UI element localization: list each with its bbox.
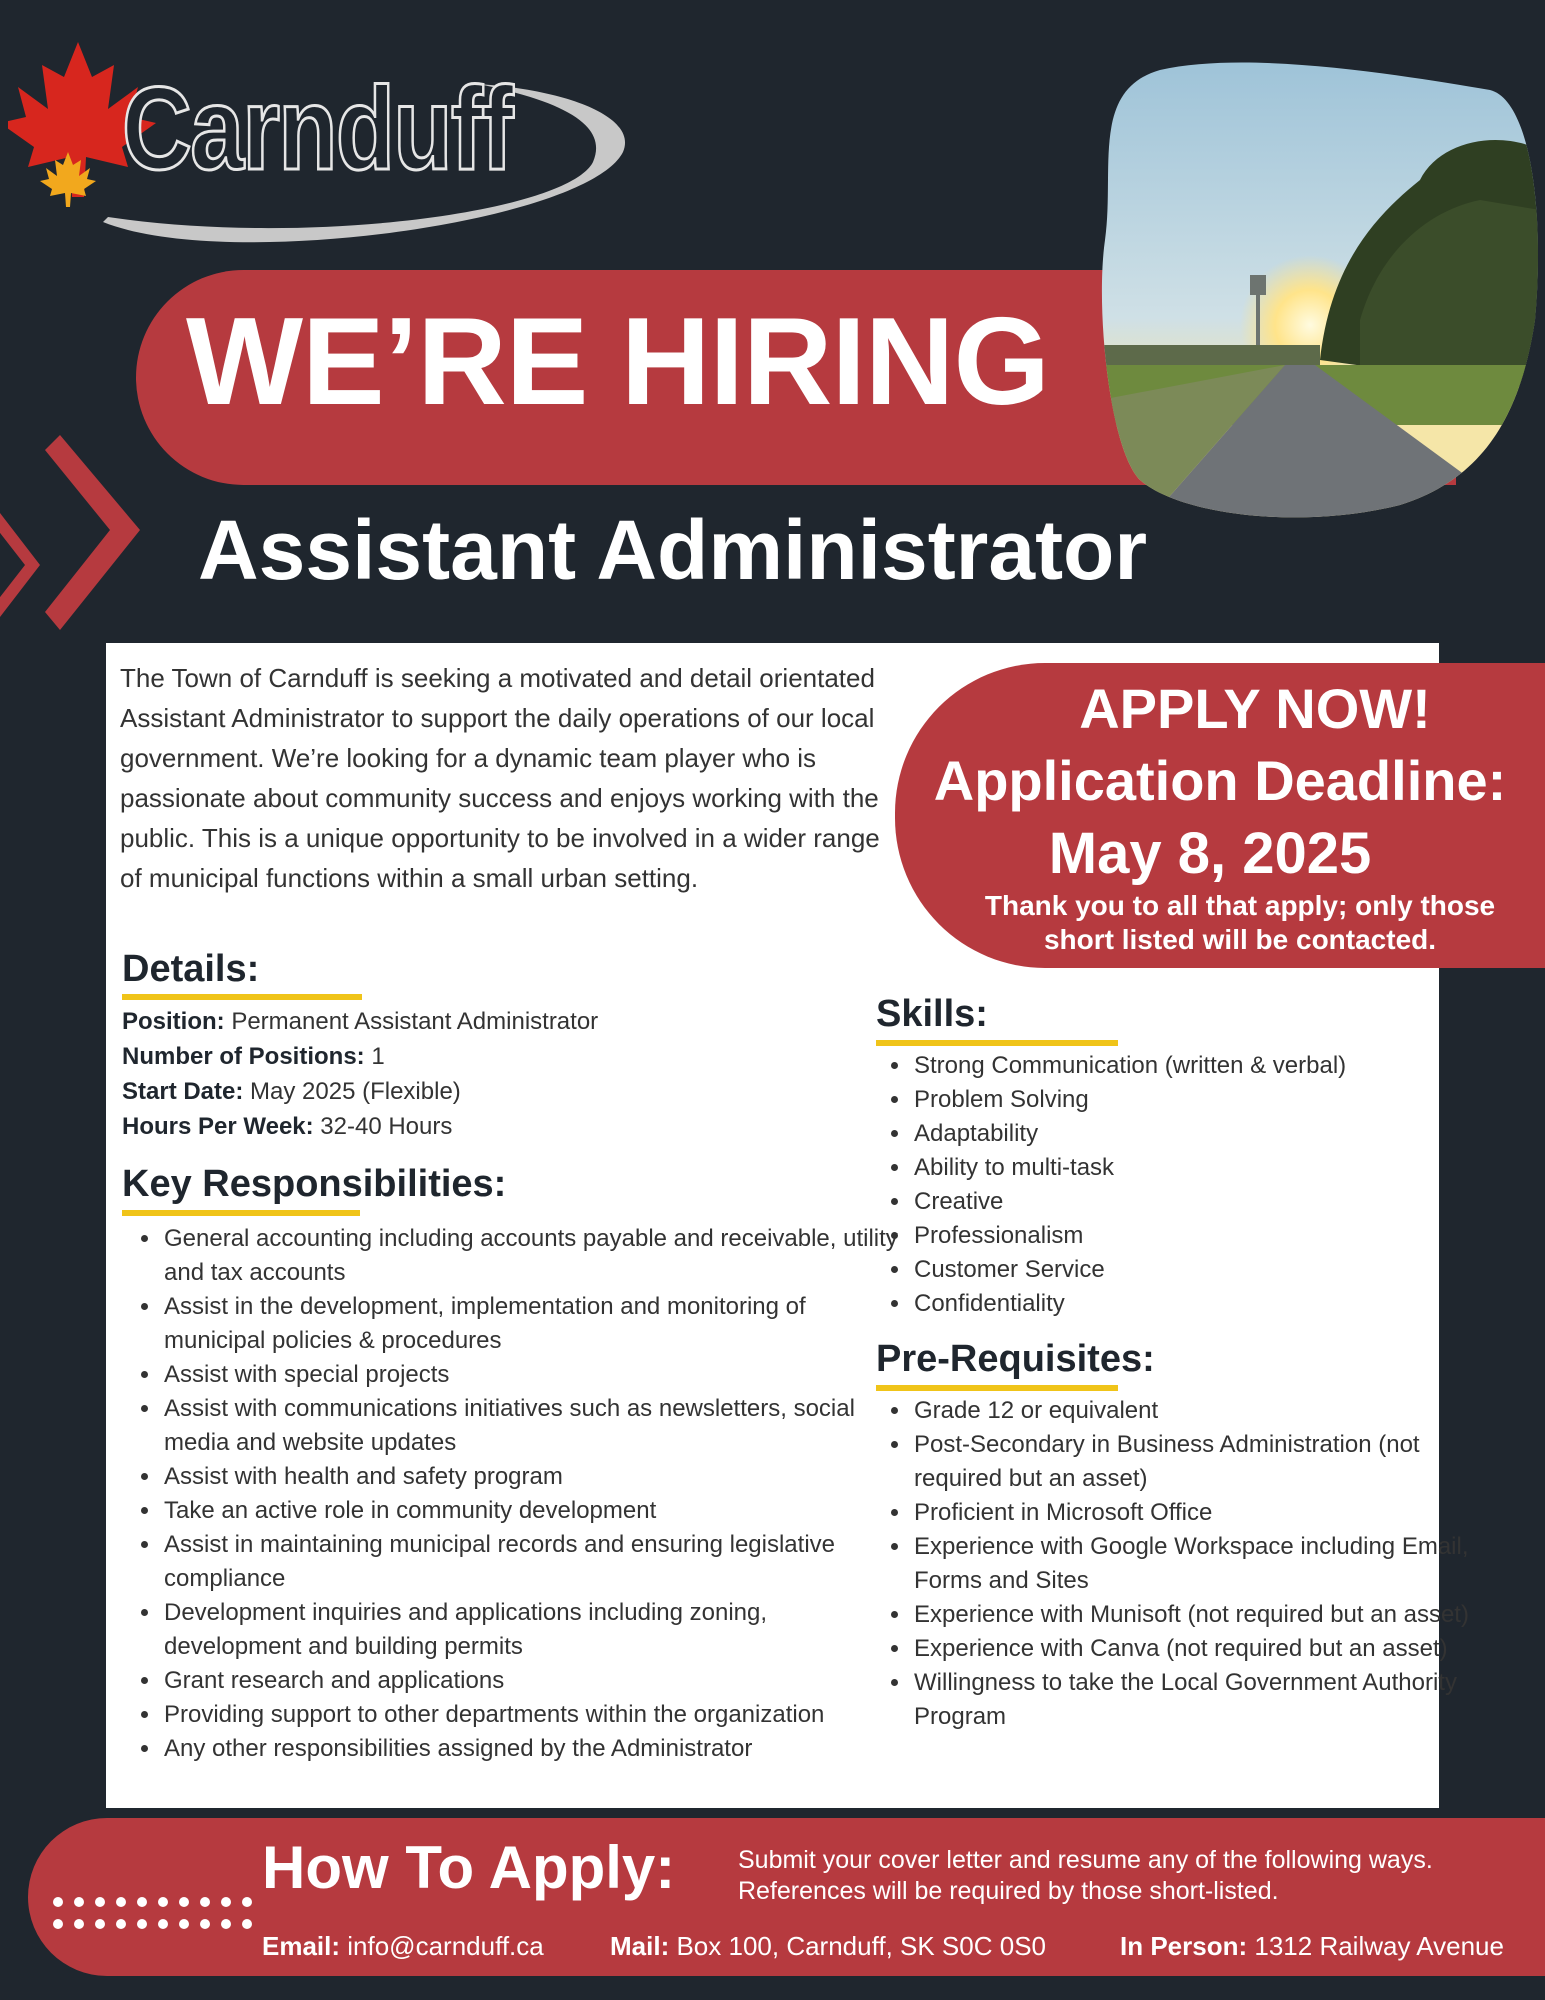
contact-mail [610, 1933, 1046, 1959]
list-item: • Assist in maintaining municipal records and ensuring legislative compliance [162, 1528, 902, 1596]
list-item: • Development inquiries and applications including zoning, development and building permits [162, 1596, 902, 1664]
list-item: • Professionalism [912, 1219, 1472, 1253]
prerequisites-underline [876, 1385, 1118, 1391]
prerequisites-list [872, 1394, 1478, 1734]
how-to-apply-description [738, 1845, 1538, 1907]
apply-now-heading: APPLY NOW! [1079, 677, 1431, 740]
skills-list [872, 1049, 1472, 1321]
mail-label: Mail: [610, 1931, 670, 1961]
start-label: Start Date: [122, 1078, 244, 1105]
list-item: • Strong Communication (written & verbal) [912, 1049, 1472, 1083]
list-item: • Experience with Canva (not required but an asset) [912, 1632, 1478, 1666]
deadline-label: Application Deadline: [933, 749, 1507, 812]
list-item: • Proficient in Microsoft Office [912, 1496, 1478, 1530]
prerequisites-heading: Pre-Requisites: [876, 1338, 1155, 1380]
details-underline [122, 994, 362, 1000]
position-value: Permanent Assistant Administrator [231, 1008, 599, 1035]
how-desc-line-1: Submit your cover letter and resume any of the following ways. [738, 1846, 1433, 1874]
list-item: • Assist with communications initiatives such as newsletters, social media and website updates [162, 1392, 902, 1460]
list-item: • Ability to multi-task [912, 1151, 1472, 1185]
details-heading: Details: [122, 948, 260, 990]
apply-now-box [895, 663, 1545, 968]
list-item: • Assist with special projects [162, 1358, 902, 1392]
list-item: • Creative [912, 1185, 1472, 1219]
hours-value: 32-40 Hours [320, 1113, 453, 1140]
hiring-title: WE’RE HIRING [186, 293, 1049, 431]
list-item: • Take an active role in community development [162, 1494, 902, 1528]
skills-underline [876, 1040, 1118, 1046]
responsibilities-underline [122, 1210, 360, 1216]
list-item: • Post-Secondary in Business Administration (not required but an asset) [912, 1428, 1478, 1496]
list-item: • Experience with Munisoft (not required but an asset) [912, 1598, 1478, 1632]
details-start-date [122, 1080, 461, 1104]
details-position [122, 1010, 598, 1034]
skills-heading: Skills: [876, 993, 988, 1035]
list-item: • Providing support to other departments within the organization [162, 1698, 902, 1732]
logo-text: Carnduff [122, 63, 512, 195]
position-label: Position: [122, 1008, 225, 1035]
responsibilities-heading: Key Responsibilities: [122, 1163, 507, 1205]
email-link[interactable]: info@carnduff.ca [347, 1931, 544, 1961]
mail-address: Box 100, Carnduff, SK S0C 0S0 [676, 1931, 1046, 1961]
how-desc-line-2: References will be required by those short-listed. [738, 1877, 1279, 1905]
list-item: • Experience with Google Workspace including Email, Forms and Sites [912, 1530, 1478, 1598]
list-item: • Problem Solving [912, 1083, 1472, 1117]
details-count [122, 1045, 385, 1069]
list-item: • Assist in the development, implementation and monitoring of municipal policies & procedures [162, 1290, 902, 1358]
list-item: • Confidentiality [912, 1287, 1472, 1321]
start-value: May 2025 (Flexible) [250, 1078, 461, 1105]
job-title: Assistant Administrator [198, 503, 1148, 597]
dot-grid-icon [52, 1892, 252, 1942]
intro-paragraph: The Town of Carnduff is seeking a motivated and detail orientated Assistant Administrator to support the daily operations of our local government. We’re looking for a dynamic team player who is passionate about community success and enjoys working with the public. This is a unique opportunity to be involved in a wider range of municipal functions within a small urban setting. [120, 663, 880, 893]
shortlist-note: Thank you to all that apply; only those short listed will be contacted. [984, 890, 1496, 955]
list-item: • Any other responsibilities assigned by the Administrator [162, 1732, 902, 1766]
list-item: • Assist with health and safety program [162, 1460, 902, 1494]
in-person-label: In Person: [1120, 1931, 1248, 1961]
count-value: 1 [371, 1043, 385, 1070]
list-item: • Adaptability [912, 1117, 1472, 1151]
contact-email [262, 1933, 544, 1959]
list-item: • Customer Service [912, 1253, 1472, 1287]
deadline-date: May 8, 2025 [1048, 821, 1372, 886]
town-photo [1100, 60, 1540, 530]
email-label: Email: [262, 1931, 341, 1961]
count-label: Number of Positions: [122, 1043, 365, 1070]
list-item: • Willingness to take the Local Government Authority Program [912, 1666, 1478, 1734]
list-item: • Grade 12 or equivalent [912, 1394, 1478, 1428]
responsibilities-list [122, 1222, 902, 1766]
contact-in-person [1120, 1933, 1504, 1959]
details-hours [122, 1115, 452, 1139]
list-item: • General accounting including accounts payable and receivable, utility and tax accounts [162, 1222, 902, 1290]
in-person-address: 1312 Railway Avenue [1254, 1931, 1504, 1961]
how-to-apply-heading: How To Apply: [262, 1834, 676, 1901]
hours-label: Hours Per Week: [122, 1113, 314, 1140]
list-item: • Grant research and applications [162, 1664, 902, 1698]
